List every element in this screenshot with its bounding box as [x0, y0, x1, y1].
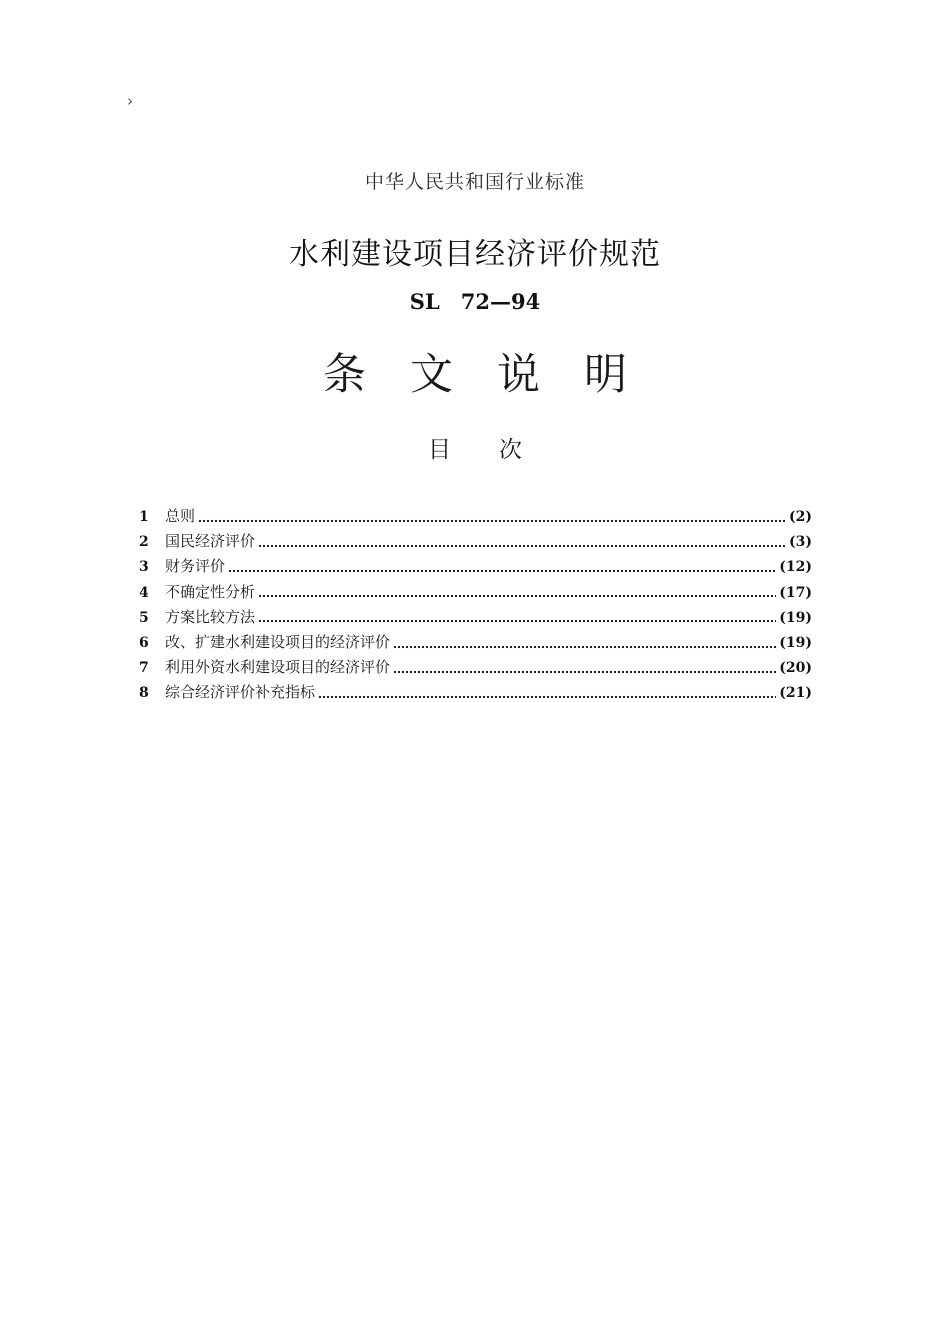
toc-entry-page: (19)	[779, 609, 812, 626]
toc-entry-page: (3)	[789, 534, 812, 551]
chevron-right-icon: ›	[127, 92, 133, 110]
toc-entry[interactable]	[139, 607, 812, 632]
toc-entry[interactable]	[139, 682, 812, 707]
toc-entry-page: (2)	[789, 509, 812, 525]
toc-entry[interactable]	[139, 582, 812, 607]
toc-entry-page: (19)	[779, 634, 812, 651]
toc-entry-number: 7	[139, 660, 149, 677]
toc-entry-page: (20)	[779, 660, 812, 677]
standard-code: SL 72—94	[409, 289, 541, 314]
standard-organization: 中华人民共和国行业标准	[364, 171, 585, 193]
toc-entry[interactable]	[139, 506, 812, 531]
toc-entry-number: 2	[139, 534, 149, 551]
toc-entry[interactable]	[139, 632, 812, 657]
toc-dot-leader	[318, 695, 776, 699]
toc-dot-leader	[393, 645, 776, 649]
toc-entry-number: 8	[139, 685, 149, 702]
toc-entry-page: (21)	[779, 685, 812, 702]
toc-dot-leader	[228, 569, 776, 573]
toc-entry[interactable]	[139, 556, 812, 581]
table-of-contents	[139, 506, 812, 708]
toc-entry-number: 1	[139, 509, 149, 525]
toc-dot-leader	[258, 619, 776, 623]
toc-dot-leader	[393, 670, 776, 674]
toc-entry-label: 财务评价	[165, 557, 226, 576]
toc-entry-page: (12)	[779, 559, 812, 576]
section-title: 条文说明	[323, 350, 671, 400]
toc-entry-label: 国民经济评价	[165, 532, 256, 551]
toc-entry-number: 6	[139, 634, 149, 651]
document-title: 水利建设项目经济评价规范	[289, 237, 661, 272]
toc-entry-number: 4	[139, 584, 149, 601]
toc-entry-label: 方案比较方法	[165, 607, 256, 626]
toc-entry-label: 综合经济评价补充指标	[165, 683, 316, 702]
toc-entry-label: 改、扩建水利建设项目的经济评价	[165, 632, 391, 651]
toc-entry-label: 总则	[165, 507, 196, 525]
toc-entry[interactable]	[139, 657, 812, 682]
toc-entry-label: 不确定性分析	[165, 582, 256, 601]
toc-heading: 目次	[428, 437, 570, 463]
toc-dot-leader	[198, 519, 786, 523]
toc-entry-number: 5	[139, 609, 149, 626]
toc-dot-leader	[258, 594, 776, 598]
toc-entry-number: 3	[139, 559, 149, 576]
toc-entry[interactable]	[139, 531, 812, 556]
toc-dot-leader	[258, 544, 786, 548]
toc-entry-label: 利用外资水利建设项目的经济评价	[165, 658, 391, 677]
toc-entry-page: (17)	[779, 584, 812, 601]
